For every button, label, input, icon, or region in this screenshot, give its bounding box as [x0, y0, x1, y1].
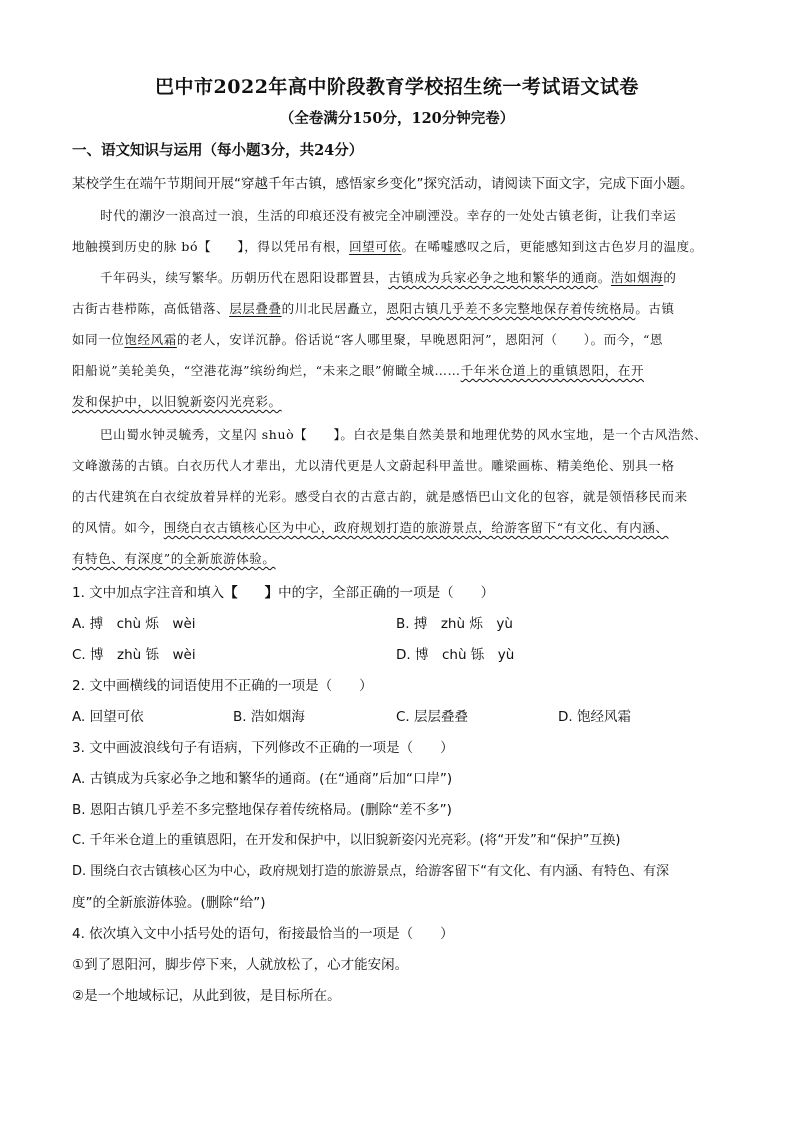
blank-bracket: 【 】	[224, 585, 279, 601]
question-2-stem: 2. 文中画横线的词语使用不正确的一项是（ ）	[72, 678, 373, 694]
passage-text: 如同一位	[72, 332, 125, 347]
underlined-phrase: 饱经风霜	[124, 332, 177, 347]
wavy-sentence: 围绕白衣古镇核心区为中心，政府规划打造的旅游景点，给游客留下“有文化、有内涵、	[163, 520, 669, 535]
passage-text: 的	[663, 270, 677, 285]
passage-text: 的川北民居矗立，	[281, 301, 387, 316]
passage-text: 。在唏嘘感叹之后，更能感知到这古色岁月的温度。	[401, 239, 703, 254]
wavy-sentence: 古镇成为兵家必争之地和繁华的通商	[388, 270, 598, 285]
q2-option-d: D. 饱经风霜	[558, 709, 631, 725]
section-heading: 一、语文知识与运用（每小题3分，共24分）	[72, 142, 364, 159]
passage-line	[72, 518, 724, 536]
q1-option-a: A. 搏 chù 烁 wèi	[72, 616, 196, 632]
wavy-sentence: 发和保护中，以旧貌新姿闪光亮彩。	[72, 394, 282, 409]
underlined-phrase: 层层叠叠	[229, 301, 282, 316]
passage-line	[72, 299, 724, 317]
passage-line: 的古代建筑在白衣绽放着异样的光彩。感受白衣的古意古韵，就是感悟巴山文化的包容，就是领悟移民而来	[72, 489, 688, 504]
section-intro: 某校学生在端午节期间开展“穿越千年古镇，感悟家乡变化”探究活动，请阅读下面文字，完成下面小题。	[72, 176, 694, 192]
passage-text: 地触摸到历史的脉 bó【 】，得以凭吊有根，	[72, 239, 350, 254]
question-3-stem: 3. 文中画波浪线句子有语病，下列修改不正确的一项是（ ）	[72, 740, 454, 756]
passage-text: 的老人，安详沉静。俗话说“客人哪里聚，早晚恩阳河”，恩阳河（ ）。而今，“恩	[176, 332, 664, 347]
q3-option-c: C. 千年米仓道上的重镇恩阳，在开发和保护中，以旧貌新姿闪光亮彩。(将“开发”和“保护”互换)	[72, 833, 621, 848]
passage-line: 时代的潮汐一浪高过一浪，生活的印痕还没有被完全冲刷湮没。幸存的一处处古镇老街，让我们幸运	[100, 208, 677, 223]
exam-subtitle: （全卷满分150分，120分钟完卷）	[279, 110, 515, 127]
q4-sentence-2: ②是一个地域标记，从此到彼，是目标所在。	[72, 988, 341, 1004]
wavy-sentence: 千年米仓道上的重镇恩阳，在开	[460, 363, 645, 378]
passage-line	[72, 549, 724, 567]
q3-option-d-cont: 度”的全新旅游体验。(删除“给”)	[72, 895, 266, 911]
passage-line	[72, 361, 724, 379]
q2-option-b: B. 浩如烟海	[233, 709, 305, 725]
wavy-sentence: 有特色、有深度”的全新旅游体验。	[72, 551, 276, 566]
passage-line: 文峰激荡的古镇。白衣历代人才辈出，尤以清代更是人文蔚起科甲盖世。雕梁画栋、精美绝伦、别具一格	[72, 458, 675, 473]
wavy-sentence: 恩阳古镇几乎差不多完整地保存着传统格局	[386, 301, 636, 316]
passage-text: 古街古巷栉陈，高低错落、	[72, 301, 230, 316]
passage-text: 阳船说”美轮美奂，“空港花海”缤纷绚烂，“未来之眼”俯瞰全城……	[72, 363, 461, 378]
passage-text: 的风情。如今，	[72, 520, 164, 535]
q1-option-c: C. 博 zhù 铄 wèi	[72, 647, 196, 663]
q1-option-b: B. 搏 zhù 烁 yù	[396, 616, 513, 632]
underlined-phrase: 回望可依	[349, 239, 402, 254]
q3-option-b: B. 恩阳古镇几乎差不多完整地保存着传统格局。(删除“差不多”)	[72, 802, 452, 818]
underlined-phrase: 浩如烟海	[610, 270, 664, 285]
passage-line	[72, 237, 724, 255]
q3-option-d: D. 围绕白衣古镇核心区为中心，政府规划打造的旅游景点，给游客留下“有文化、有内涵、有特色、有深	[72, 864, 670, 879]
question-text: 中的字，全部正确的一项是（ ）	[278, 585, 495, 601]
passage-line	[100, 268, 724, 286]
question-text: 1. 文中加点字注音和填入	[72, 585, 225, 601]
passage-line	[72, 392, 724, 410]
passage-text: 。	[597, 270, 611, 285]
question-1-stem	[72, 581, 724, 601]
q4-sentence-1: ①到了恩阳河，脚步停下来，人就放松了，心才能安闲。	[72, 957, 409, 973]
passage-line	[72, 330, 724, 348]
q2-option-c: C. 层层叠叠	[396, 709, 469, 725]
question-4-stem: 4. 依次填入文中小括号处的语句，衔接最恰当的一项是（ ）	[72, 926, 454, 942]
exam-title: 巴中市2022年高中阶段教育学校招生统一考试语文试卷	[155, 76, 639, 98]
passage-text: 千年码头，续写繁华。历朝历代在恩阳设郡置县，	[100, 270, 389, 285]
passage-line: 巴山蜀水钟灵毓秀，文星闪 shuò【 】。白衣是集自然美景和地理优势的风水宝地，是一个古风浩然、	[100, 427, 708, 442]
q1-option-d: D. 博 chù 铄 yù	[396, 647, 515, 663]
passage-text: 。古镇	[635, 301, 675, 316]
q3-option-a: A. 古镇成为兵家必争之地和繁华的通商。(在“通商”后加“口岸”)	[72, 771, 453, 787]
q2-option-a: A. 回望可依	[72, 709, 144, 725]
